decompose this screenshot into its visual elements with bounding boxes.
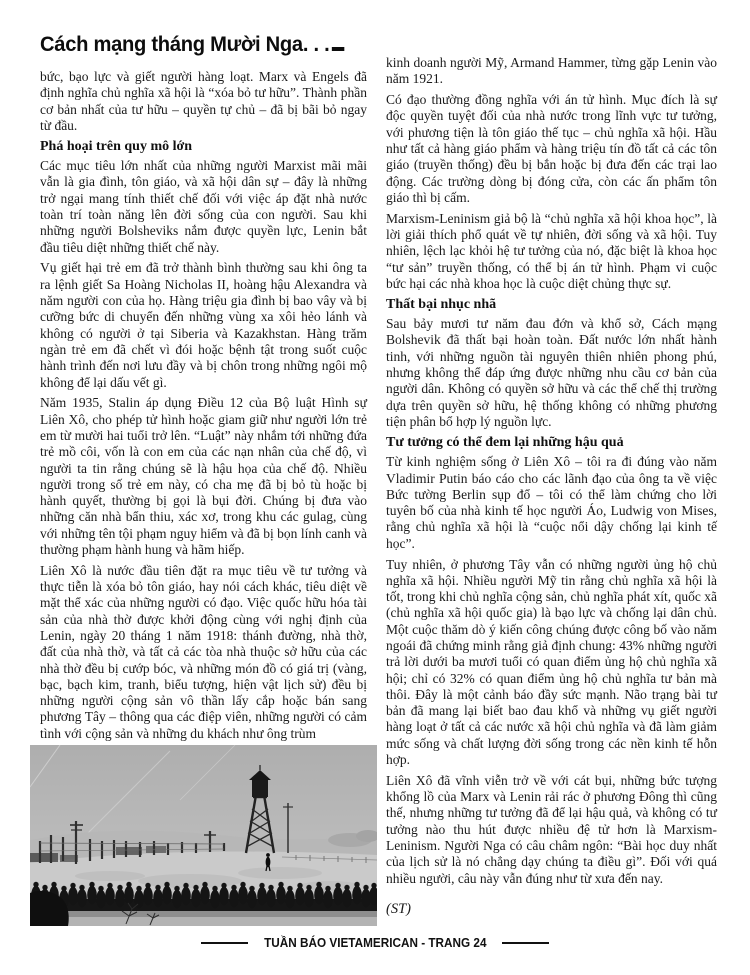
author-signature: (ST) <box>386 900 411 917</box>
title-continuation-dash <box>332 47 344 52</box>
paragraph: bức, bạo lực và giết người hàng loạt. Marx và Engels đã định nghĩa chủ nghĩa xã hội là “xóa bỏ tư hữu”. Thành phần cơ bản nhất của tư hữu – quyền tự chủ – đã bị bãi bỏ ngay từ đầu. <box>40 69 367 133</box>
section-heading-sabotage: Phá hoại trên quy mô lớn <box>40 139 193 155</box>
footer-rule-left <box>201 942 248 945</box>
left-column <box>40 33 367 747</box>
paragraph: Marxism-Leninism giả bộ là “chủ nghĩa xã hội khoa học”, là lời giải thích phổ quát về tự nhiên, đời sống và xã hội. Tuy nhiên, lệch lạc khỏi hệ tư tưởng của nó, đặc biệt là khoa học “tư sản” truyền thống, có thể bị án tử hình. Phạm vi cuộc bức hại các nhà khoa học là cuộc diệt chủng thực sự. <box>386 210 717 291</box>
page-footer <box>0 936 750 950</box>
article-title <box>40 33 354 57</box>
paragraph: Vụ giết hại trẻ em đã trở thành bình thường sau khi ông ta ra lệnh giết Sa Hoàng Nicholas II, hoàng hậu Alexandra và năm người con của họ. Hàng triệu gia đình bị bao vây và bị cưỡng bức di chuyển đến những vùng xa xôi hẻo lánh và không có người ở tại Siberia và Kazakhstan. Hàng trăm ngàn trẻ em đã chết vì đói hoặc bệnh tật trong suốt cuộc hành trình đến nơi lưu đầy và bị chôn trong những ngôi mộ không để lại dấu vết gì. <box>40 260 367 390</box>
right-column <box>386 55 717 932</box>
footer-text: TUẦN BÁO VIETAMERICAN - TRANG 24 <box>263 936 487 950</box>
paragraph: Liên Xô là nước đầu tiên đặt ra mục tiêu về tư tưởng và thực tiễn là xóa bỏ tôn giáo, hay nói cách khác, tiêu diệt về mặt thể xác của những người có đạo. Việc quốc hữu hóa tài sản của nhà thờ được khởi động cùng với nghị định của Lenin, ngày 20 tháng 1 năm 1918: thánh đường, nhà thờ, đất của nhà thờ, và tất cả các tòa nhà thuộc sở hữu của các nhà thờ đều bị cướp bóc, và những món đồ có giá trị (vàng, bạc, bạch kim, tranh, biểu tượng, hiện vật lịch sử) đều bị những người cộng sản vô thần lấy cắp hoặc bán sang phương Tây – thông qua các điệp viên, những người có cảm tình với cộng sản và những du khách như ông trùm <box>40 562 367 741</box>
section-heading-failure: Thất bại nhục nhã <box>386 297 497 313</box>
paragraph: Năm 1935, Stalin áp dụng Điều 12 của Bộ luật Hình sự Liên Xô, cho phép tử hình hoặc giam giữ như người lớn trẻ em từ mười hai tuổi trở lên. “Luật” này nhắm tới những đứa trẻ mồ côi, vốn là con em của các nạn nhân của chế độ, vì người ta tin rằng chúng sẽ là hậu họa của chế độ. Nhiều người trong số trẻ em này, có cha mẹ đã bị bỏ tù hoặc bị hành quyết, thường bị gọi là bụi đời. Chúng bị đưa vào những căn nhà bẩn thiu, xác xơ, trong khu các gulag, cùng với những tên tội phạm nguy hiểm và đã bị bọn lính canh và thường phạm hành hung và hãm hiếp. <box>40 395 367 558</box>
article-title-text: Cách mạng tháng Mười Nga. . . <box>40 33 330 56</box>
paragraph: Các mục tiêu lớn nhất của những người Marxist mãi mãi vẫn là gia đình, tôn giáo, và xã hội dân sự – đây là những trở ngại mang tính thiết chế đối với việc áp đặt nhà nước toàn trí toàn năng lên đời sống của con người. Sau khi những người Bolsheviks nắm được quyền lực, Lenin bắt đầu tiêu diệt những thiết chế này. <box>40 158 367 255</box>
section-heading-ideas: Tư tưởng có thể đem lại những hậu quả <box>386 435 624 451</box>
paragraph: Có đạo thường đồng nghĩa với án tử hình. Mục đích là sự độc quyền tuyệt đối của nhà nước trong lĩnh vực tư tưởng, với phương tiện là tôn giáo thế tục – chủ nghĩa xã hội. Hầu như tất cả hàng giáo phẩm và hàng triệu tín đồ tất cả các tôn giáo (truyền thống) đều bị bắn hoặc bị đưa đến các trại lao động. Các trường dòng bị đóng cửa, còn các ấn phẩm tôn giáo thì bị cấm. <box>386 92 717 205</box>
paragraph: Tuy nhiên, ở phương Tây vẫn có những người ủng hộ chủ nghĩa xã hội. Nhiều người Mỹ tin rằng chủ nghĩa xã hội là tốt, trong khi chủ nghĩa cộng sản, chủ nghĩa phát xít, quốc xã (chủ nghĩa xã hội quốc gia) là bạo lực và chống lại dân chủ. Một cuộc thăm dò ý kiến công chúng được công bố vào năm ngoái đã chứng minh rằng giả định chung: 43% những người trả lời dưới ba mươi tuổi có quan điểm ủng hộ chủ nghĩa xã hội; chỉ có 32% có quan điểm ủng hộ chủ nghĩa tư bản mà thôi. Đây là một cảnh báo đầy sức mạnh. Não trạng bài tư bản đã mang lại biết bao đau khổ và những vụ giết người hàng loạt ở tất cả các nước xã hội chủ nghĩa và đã làm giảm mức sống và chất lượng đời sống trong các nền kinh tế hỗn hợp. <box>386 556 717 768</box>
paragraph: Liên Xô đã vĩnh viễn trở về với cát bụi, những bức tượng khổng lồ của Marx và Lenin rải rác ở phương Đông thì cũng thế, nhưng những tư tưởng đã để lại hậu quả, và không có tư tưởng nào thu hút được nhiều đệ tử hơn là Marxism-Leninism. Người Nga có câu châm ngôn: “Bài học duy nhất của lịch sử là nó chẳng dạy chúng ta điều gì”. Đối với quá nhiều người, câu này vẫn đúng như từ xưa đến nay. <box>386 772 717 886</box>
paragraph: Sau bảy mươi tư năm đau đớn và khổ sở, Cách mạng Bolshevik đã thất bại hoàn toàn. Đất nước lớn nhất hành tinh, với những nguồn tài nguyên thiên nhiên phong phú, nhưng không thể đáp ứng được những nhu cầu cơ bản của người dân. Không có quyền sở hữu và các thể chế thị trường dựa trên quyền sở hữu, hệ thống không có những phương tiện phân bổ hợp lý nguồn lực. <box>386 316 717 429</box>
paragraph: kinh doanh người Mỹ, Armand Hammer, từng gặp Lenin vào năm 1921. <box>386 55 717 87</box>
gulag-photo-image <box>30 745 377 926</box>
gulag-photo <box>30 745 377 926</box>
paragraph: Từ kinh nghiệm sống ở Liên Xô – tôi ra đi đúng vào năm Vladimir Putin báo cáo cho các lãnh đạo của ông ta về việc Bức tường Berlin sụp đổ – tôi có thể làm chứng cho lời tuyên bố của nhà kinh tế học người Áo, Ludwig von Mises, rằng chủ nghĩa xã hội là “cuộc nổi dậy chống lại kinh tế học”. <box>386 454 717 551</box>
footer-rule-right <box>502 942 549 945</box>
